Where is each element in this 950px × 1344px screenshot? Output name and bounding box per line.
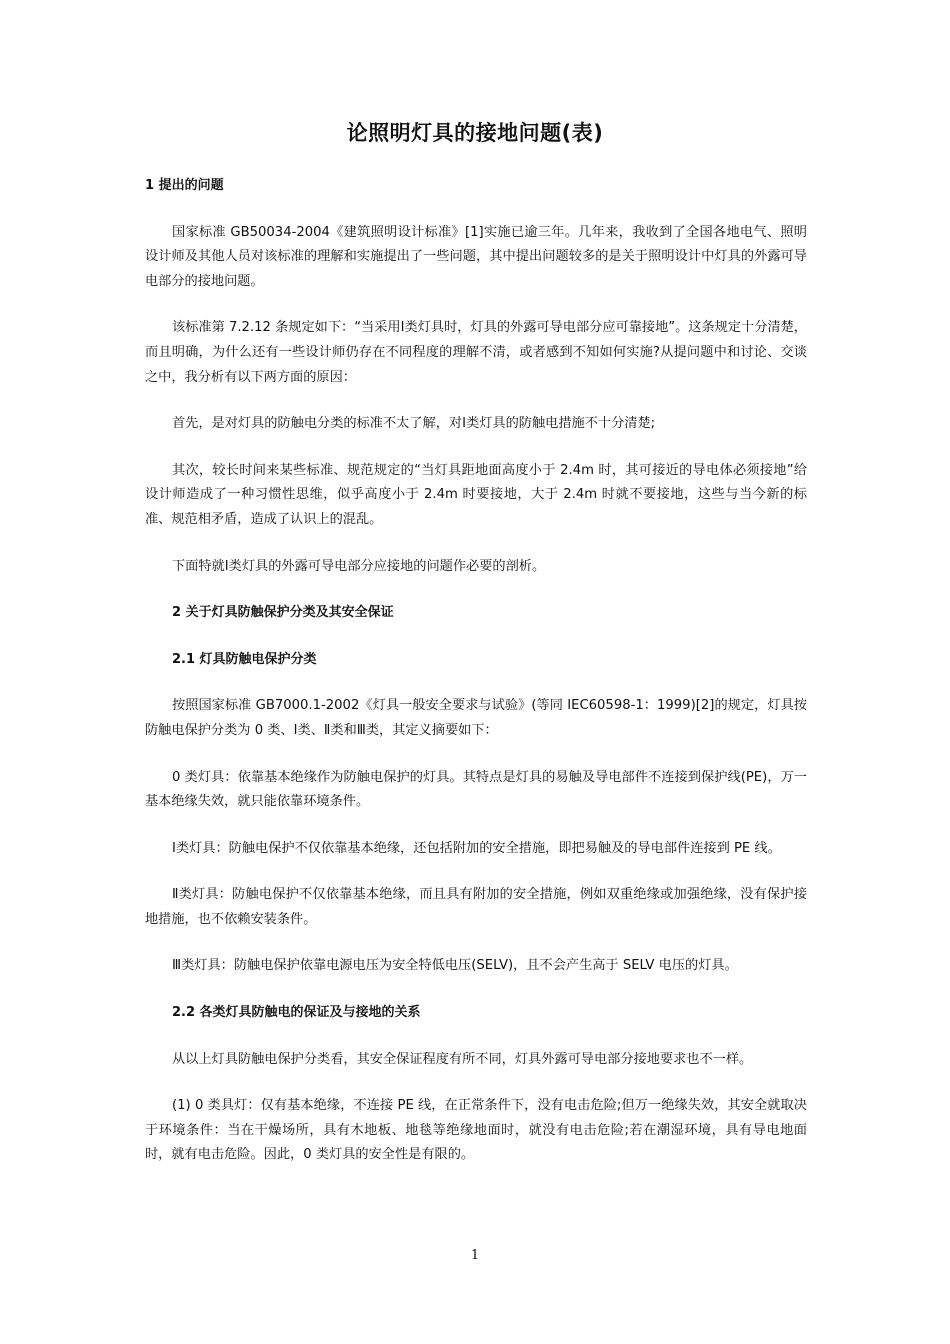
- document-title: 论照明灯具的接地问题(表): [346, 121, 604, 145]
- paragraph: Ⅱ类灯具：防触电保护不仅依靠基本绝缘，而且具有附加的安全措施，例如双重绝缘或加强绝缘，没有保护接地措施，也不依赖安装条件。: [145, 887, 807, 927]
- paragraph: 首先，是对灯具的防触电分类的标准不太了解，对Ⅰ类灯具的防触电措施不十分清楚;: [172, 416, 656, 432]
- paragraph: 国家标准 GB50034-2004《建筑照明设计标准》[1]实施已逾三年。几年来，我收到了全国各地电气、照明设计师及其他人员对该标准的理解和实施提出了一些问题，其中提出问题较多的是关于照明设计中灯具的外露可导电部分的接地问题。: [145, 224, 807, 289]
- paragraph: 下面特就Ⅰ类灯具的外露可导电部分应接地的问题作必要的剖析。: [172, 558, 546, 574]
- section-heading-2-2: 2.2 各类灯具防触电的保证及与接地的关系: [172, 1005, 421, 1021]
- paragraph: Ⅲ类灯具：防触电保护依靠电源电压为安全特低电压(SELV)，且不会产生高于 SELV 电压的灯具。: [172, 958, 738, 974]
- section-heading-2-1: 2.1 灯具防触电保护分类: [172, 651, 317, 667]
- document-body: [145, 174, 807, 1190]
- paragraph: 按照国家标准 GB7000.1-2002《灯具一般安全要求与试验》(等同 IEC60598-1：1999)[2]的规定，灯具按防触电保护分类为 0 类、Ⅰ类、Ⅱ类和Ⅲ类，其定义摘要如下：: [145, 698, 807, 738]
- paragraph: 0 类灯具：依靠基本绝缘作为防触电保护的灯具。其特点是灯具的易触及导电部件不连接到保护线(PE)，万一基本绝缘失效，就只能依靠环境条件。: [145, 769, 807, 810]
- paragraph: 从以上灯具防触电保护分类看，其安全保证程度有所不同，灯具外露可导电部分接地要求也不一样。: [172, 1051, 753, 1067]
- section-heading-1: 1 提出的问题: [145, 178, 224, 193]
- section-heading-2: 2 关于灯具防触保护分类及其安全保证: [172, 605, 394, 621]
- page-number: 1: [470, 1248, 480, 1263]
- paragraph: 其次，较长时间来某些标准、规范规定的“当灯具距地面高度小于 2.4m 时，其可接近的导电体必须接地”给设计师造成了一种习惯性思维，似乎高度小于 2.4m 时要接地，大于 2.4m 时就不要接地，这些与当今新的标准、规范相矛盾，造成了认识上的混乱。: [145, 462, 807, 527]
- paragraph: Ⅰ类灯具：防触电保护不仅依靠基本绝缘，还包括附加的安全措施，即把易触及的导电部件连接到 PE 线。: [172, 840, 781, 856]
- paragraph: 该标准第 7.2.12 条规定如下：“当采用Ⅰ类灯具时，灯具的外露可导电部分应可靠接地”。这条规定十分清楚，而且明确，为什么还有一些设计师仍存在不同程度的理解不清，或者感到不知如何实施?从提问题中和讨论、交谈之中，我分析有以下两方面的原因：: [145, 320, 807, 385]
- paragraph: (1) 0 类具灯：仅有基本绝缘，不连接 PE 线，在正常条件下，没有电击危险;但万一绝缘失效，其安全就取决于环境条件：当在干燥场所，具有木地板、地毯等绝缘地面时，就没有电击危险;若在潮湿环境，具有导电地面时，就有电击危险。因此，0 类灯具的安全性是有限的。: [145, 1098, 807, 1163]
